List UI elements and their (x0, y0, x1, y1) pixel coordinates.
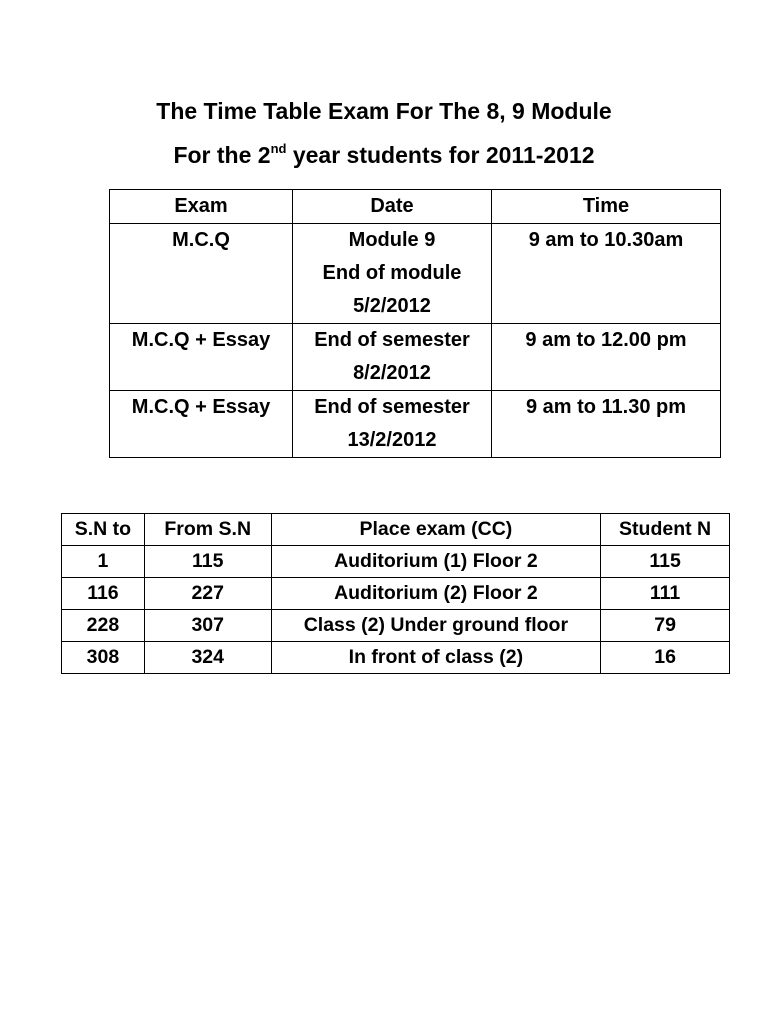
seating-table (61, 513, 730, 674)
cell-student-n: 79 (601, 610, 730, 642)
table-row (110, 324, 721, 391)
table-header-row (62, 514, 730, 546)
table-row (110, 224, 721, 324)
subtitle-prefix: For the 2 (173, 142, 271, 168)
date-line: End of semester (314, 396, 470, 418)
cell-sn-to: 1 (62, 546, 145, 578)
cell-time: 9 am to 12.00 pm (492, 324, 721, 391)
header-sn-to: S.N to (62, 514, 145, 546)
date-line: 5/2/2012 (353, 295, 431, 317)
table-row (62, 610, 730, 642)
cell-student-n: 115 (601, 546, 730, 578)
subtitle-ordinal-suffix: nd (270, 141, 287, 156)
date-line: 13/2/2012 (347, 429, 437, 451)
cell-time: 9 am to 10.30am (492, 224, 721, 324)
page-title: The Time Table Exam For The 8, 9 Module (156, 98, 612, 124)
cell-exam: M.C.Q + Essay (110, 391, 293, 458)
cell-date (293, 224, 492, 324)
cell-student-n: 111 (601, 578, 730, 610)
cell-place: Class (2) Under ground floor (271, 610, 601, 642)
table-row (62, 546, 730, 578)
cell-time: 9 am to 11.30 pm (492, 391, 721, 458)
page-subtitle (0, 140, 768, 170)
header-student-n: Student N (601, 514, 730, 546)
cell-student-n: 16 (601, 642, 730, 674)
cell-exam: M.C.Q (110, 224, 293, 324)
cell-from-sn: 307 (144, 610, 271, 642)
table-row (62, 642, 730, 674)
header-place: Place exam (CC) (271, 514, 601, 546)
header-exam: Exam (110, 190, 293, 224)
cell-exam: M.C.Q + Essay (110, 324, 293, 391)
cell-date (293, 324, 492, 391)
date-line: 8/2/2012 (353, 362, 431, 384)
cell-place: Auditorium (2) Floor 2 (271, 578, 601, 610)
date-line: End of module (322, 262, 462, 284)
header-date: Date (293, 190, 492, 224)
cell-place: Auditorium (1) Floor 2 (271, 546, 601, 578)
table-header-row (110, 190, 721, 224)
header-from-sn: From S.N (144, 514, 271, 546)
cell-place: In front of class (2) (271, 642, 601, 674)
cell-sn-to: 228 (62, 610, 145, 642)
cell-sn-to: 308 (62, 642, 145, 674)
cell-sn-to: 116 (62, 578, 145, 610)
table-row (110, 391, 721, 458)
cell-from-sn: 115 (144, 546, 271, 578)
cell-from-sn: 227 (144, 578, 271, 610)
table-row (62, 578, 730, 610)
header-time: Time (492, 190, 721, 224)
subtitle-suffix: year students for 2011-2012 (286, 142, 595, 168)
exam-schedule-table (109, 189, 721, 458)
cell-date (293, 391, 492, 458)
date-line: End of semester (314, 329, 470, 351)
date-line: Module 9 (348, 229, 436, 251)
cell-from-sn: 324 (144, 642, 271, 674)
